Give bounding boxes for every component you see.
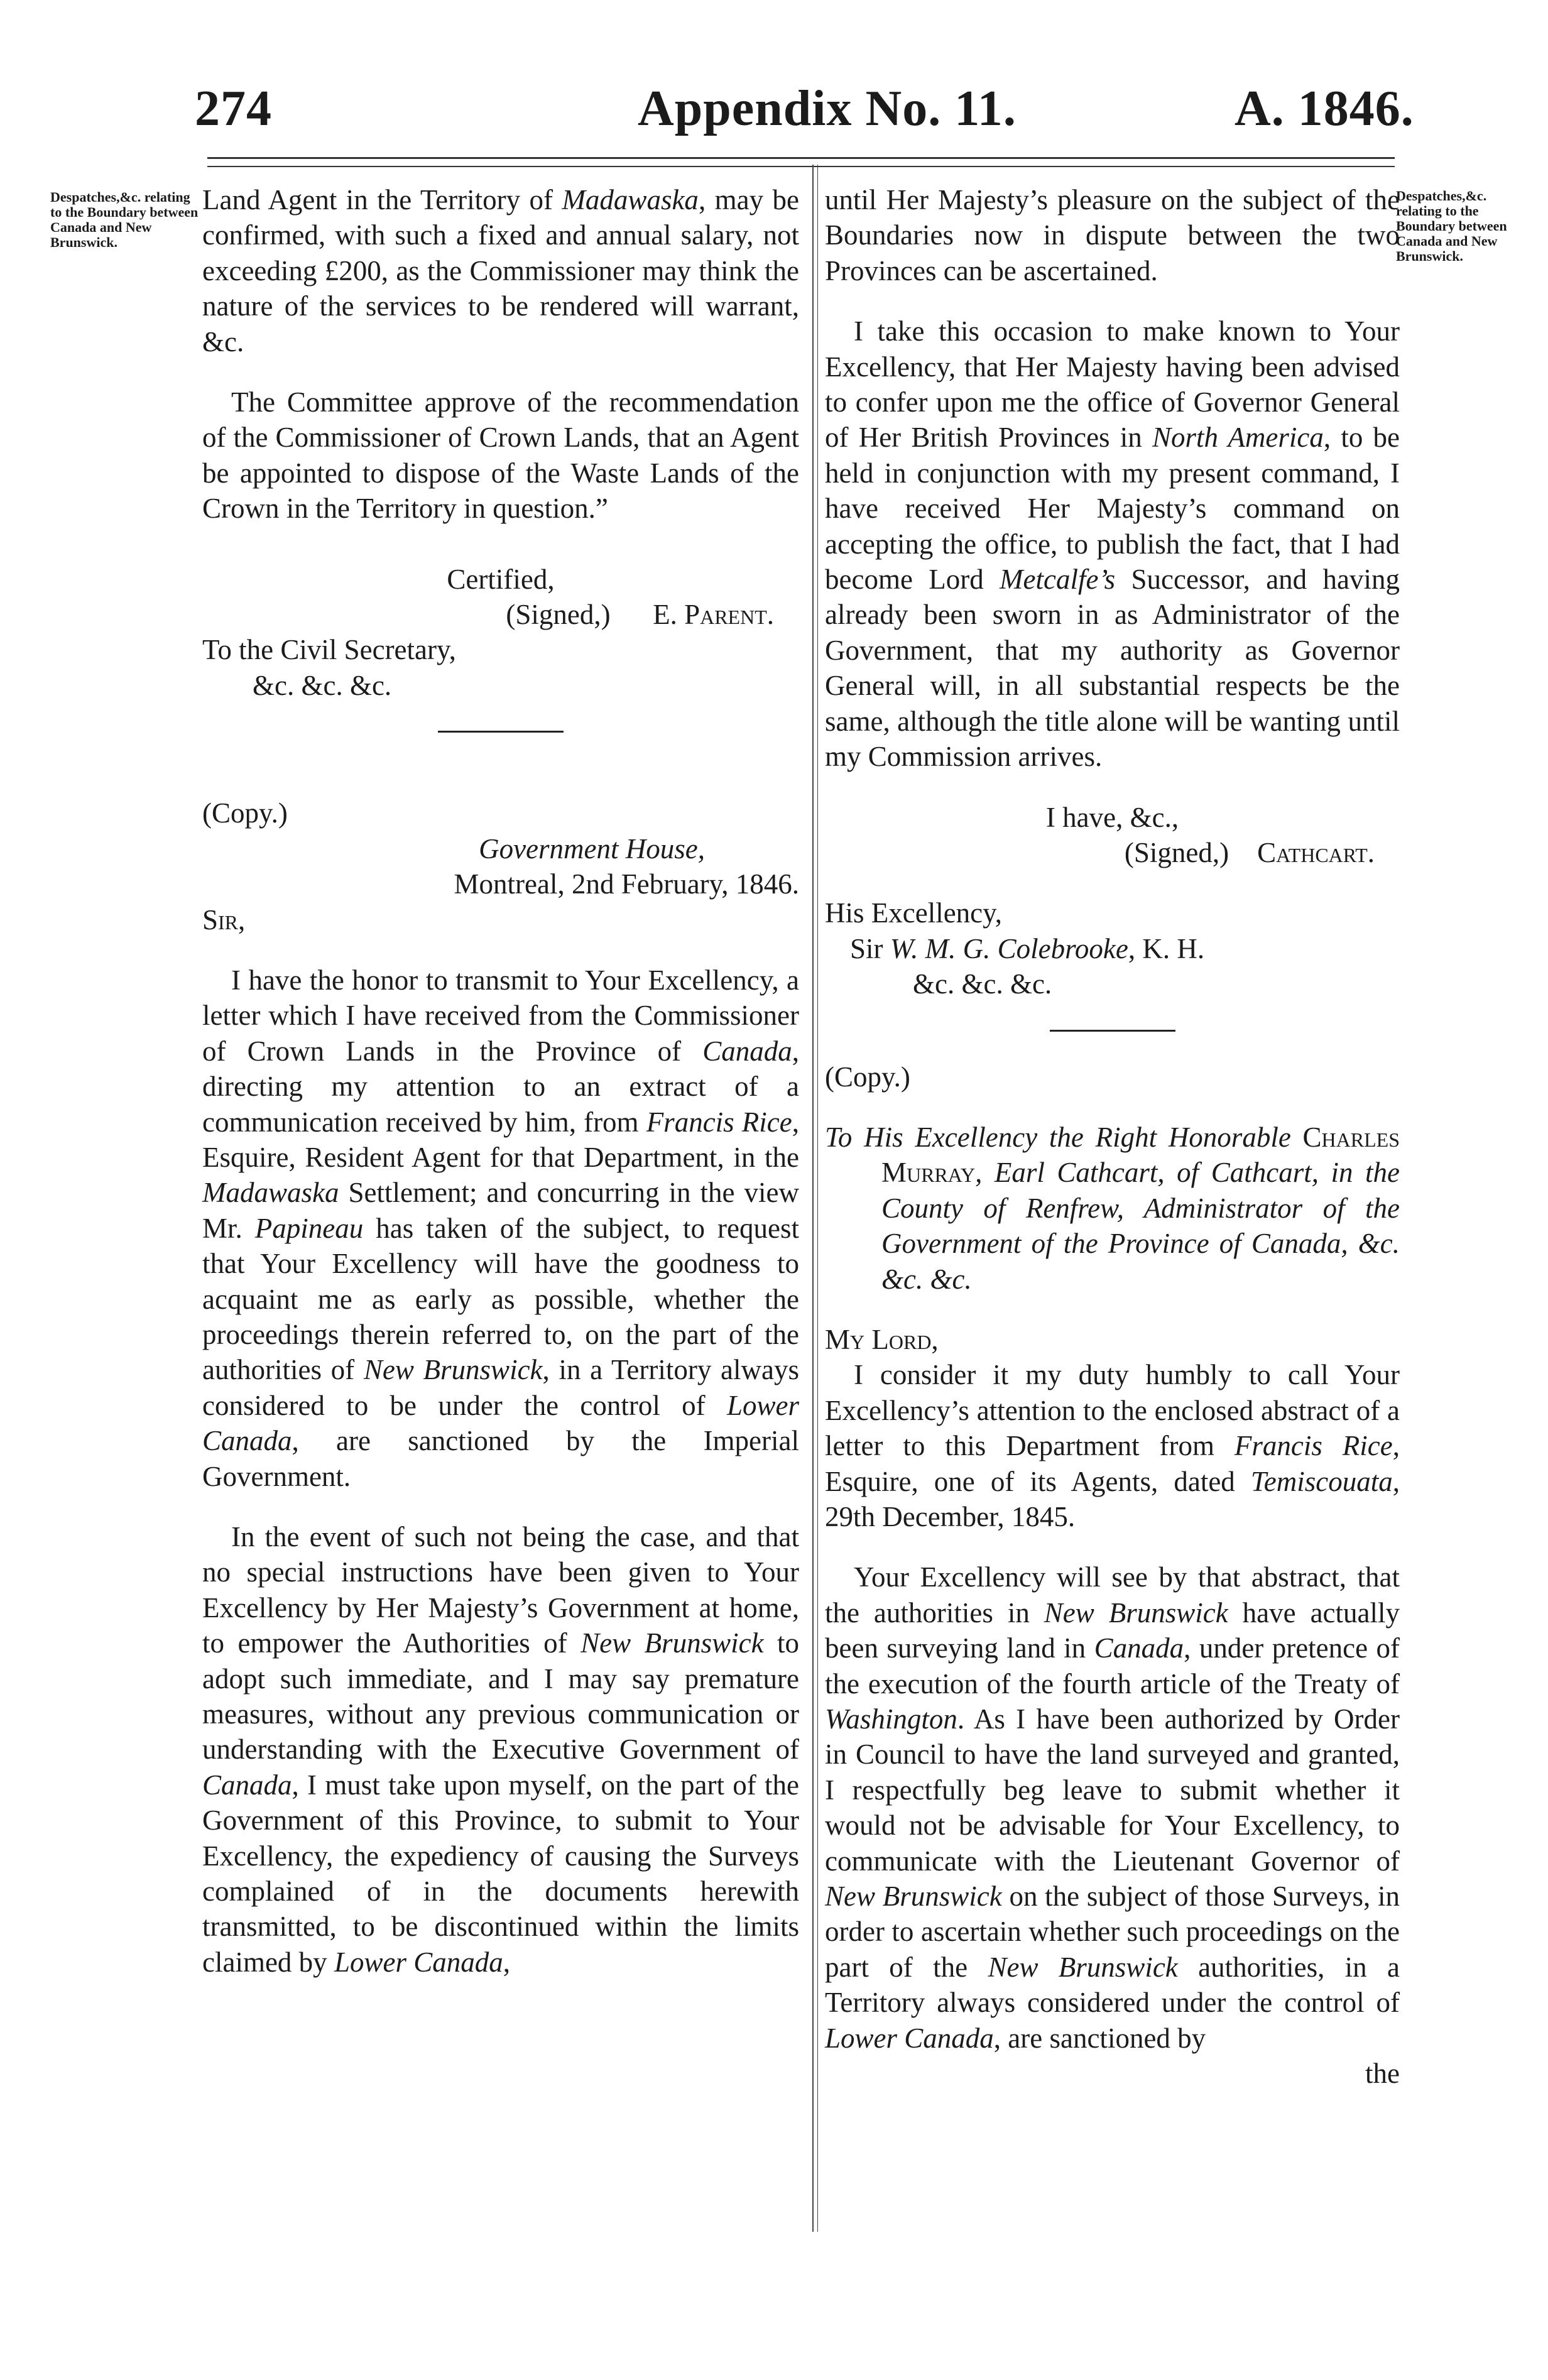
paragraph: The Committee approve of the recommendation of the Commissioner of Crown Lands, that an Agent be appointed to dispose of the Waste Lands of the Crown in the Territory in question.” bbox=[202, 386, 799, 525]
left-column bbox=[202, 182, 799, 1980]
paragraph: until Her Majesty’s pleasure on the subject of the Boundaries now in dispute between the two Provinces can be ascertained. bbox=[825, 184, 1400, 287]
paragraph: In the event of such not being the case, and that no special instructions have been given to Your Excellency by Her Majesty’s Government at home, to empower the Authorities of New Brunswick to adopt such immediate, and I may say premature measures, without any previous communication or understanding with the Executive Government of Canada, I must take upon myself, on the part of the Government of this Province, to submit to Your Excellency, the expediency of causing the Surveys complained of in the documents herewith transmitted, to be discontinued within the limits claimed by Lower Canada, bbox=[202, 1521, 800, 1978]
margin-note-right: Despatches,&c. relating to the Boundary between Canada and New Brunswick. bbox=[1396, 188, 1507, 264]
salutation: My Lord, bbox=[825, 1323, 939, 1355]
recipient-etc: &c. &c. &c. bbox=[253, 669, 392, 701]
page-year: A. 1846. bbox=[1235, 81, 1414, 136]
address-block: To His Excellency the Right Honorable Charles Murray, Earl Cathcart, of Cathcart, in the County of Renfrew, Administrator of the Government of the Province of Canada, &c. &c. &c. bbox=[825, 1121, 1400, 1295]
page-title: Appendix No. 11. bbox=[638, 81, 1017, 136]
letter-date: Montreal, 2nd February, 1846. bbox=[454, 868, 799, 900]
header-rule bbox=[207, 157, 1395, 159]
addressee-name: Sir W. M. G. Colebrooke, K. H. bbox=[850, 932, 1205, 964]
recipient-line: To the Civil Secretary, bbox=[202, 634, 456, 666]
header-rule-thin bbox=[207, 166, 1395, 167]
copy-label: (Copy.) bbox=[825, 1061, 910, 1093]
addressee-line: His Excellency, bbox=[825, 897, 1002, 929]
signature-line: (Signed,) E. Parent. bbox=[506, 599, 774, 631]
paragraph: Your Excellency will see by that abstract, that the authorities in New Brunswick have actually been surveying land in Canada, under pretence of the execution of the fourth article of the Treaty of Washington. As I have been authorized by Order in Council to have the land surveyed and granted, I respectfully beg leave to submit whether it would not be advisable for Your Excellency, to communicate with the Lieutenant Governor of New Brunswick on the subject of those Surveys, in order to ascertain whether such proceedings on the part of the New Brunswick authorities, in a Territory always considered under the control of Lower Canada, are sanctioned by bbox=[825, 1561, 1400, 2054]
closing-line: I have, &c., bbox=[1045, 801, 1179, 833]
signature-line: (Signed,) Cathcart. bbox=[1124, 836, 1375, 868]
paragraph: I consider it my duty humbly to call Your Excellency’s attention to the enclosed abstract of a letter to this Department from Francis Rice, Esquire, one of its Agents, dated Temiscouata, 29th December, 1845. bbox=[825, 1359, 1400, 1532]
salutation: Sir, bbox=[202, 903, 246, 936]
section-separator bbox=[438, 731, 564, 733]
page-number: 274 bbox=[195, 81, 272, 136]
paragraph: I take this occasion to make known to Your Excellency, that Her Majesty having been advised to confer upon me the office of Governor General of Her British Provinces in North America, to be held in conjunction with my present command, I have received Her Majesty’s command on accepting the office, to publish the fact, that I had become Lord Metcalfe’s Successor, and having already been sworn in as Administrator of the Government, that my authority as Governor General will, in all substantial respects be the same, although the title alone will be wanting until my Commission arrives. bbox=[825, 315, 1400, 773]
certified-line: Certified, bbox=[447, 563, 555, 595]
paragraph: I have the honor to transmit to Your Excellency, a letter which I have received from the Commissioner of Crown Lands in the Province of Canada, directing my attention to an extract of a communication received by him, from Francis Rice, Esquire, Resident Agent for that Department, in the Madawaska Settlement; and concurring in the view Mr. Papineau has taken of the subject, to request that Your Excellency will have the goodness to acquaint me as early as possible, whether the proceedings therein referred to, on the part of the authorities of New Brunswick, in a Territory always considered to be under the control of Lower Canada, are sanctioned by the Imperial Government. bbox=[202, 964, 800, 1492]
letter-place: Government House, bbox=[479, 832, 705, 865]
margin-note-left: Despatches,&c. relating to the Boundary between Canada and New Brunswick. bbox=[50, 189, 199, 250]
paragraph: Land Agent in the Territory of Madawaska, may be confirmed, with such a fixed and annual salary, not exceeding £200, as the Commissioner may think the nature of the services to be rendered will warrant, &c. bbox=[202, 184, 799, 358]
addressee-etc: &c. &c. &c. bbox=[913, 968, 1052, 1000]
section-separator bbox=[1050, 1030, 1175, 1032]
copy-label: (Copy.) bbox=[202, 797, 288, 829]
right-column bbox=[812, 182, 1400, 2092]
catchword: the bbox=[1365, 2058, 1400, 2090]
